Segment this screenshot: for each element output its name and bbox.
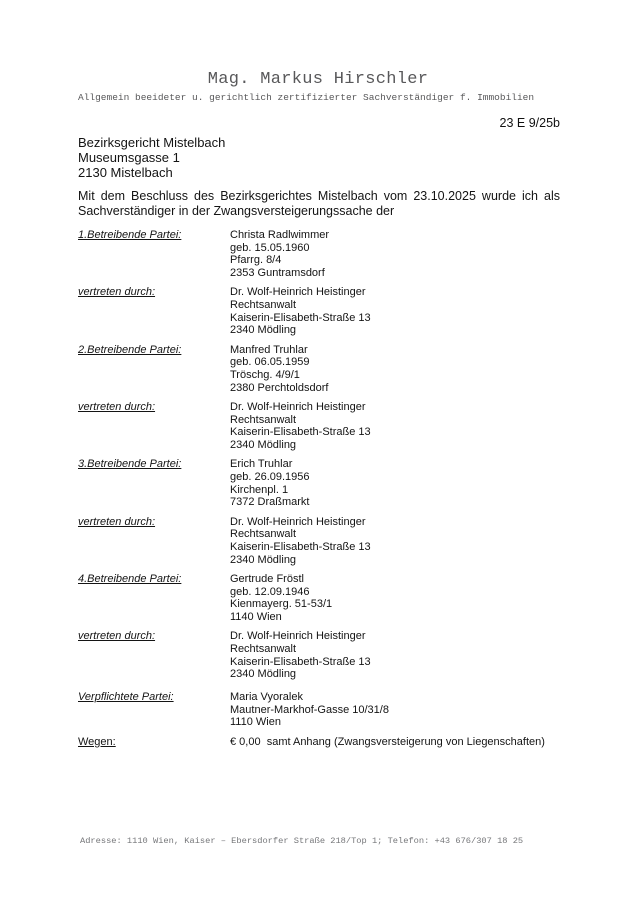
party-line: 1110 Wien — [230, 716, 281, 729]
party-line: 1140 Wien — [230, 610, 282, 623]
party-details — [230, 286, 560, 337]
recipient-line: Museumsgasse 1 — [78, 150, 180, 165]
party-line: Rechtsanwalt — [230, 528, 297, 541]
party-row — [78, 286, 560, 337]
party-label: vertreten durch: — [78, 630, 156, 643]
party-label: Wegen: — [78, 735, 116, 748]
party-line: Gertrude Fröstl — [230, 572, 304, 585]
party-details — [230, 573, 560, 624]
party-line: 2353 Guntramsdorf — [230, 267, 325, 280]
party-row — [78, 630, 560, 681]
letterhead-subtitle: Allgemein beeideter u. gerichtlich zertifizierter Sachverständiger f. Immobilien — [78, 92, 535, 103]
party-label: 3.Betreibende Partei: — [78, 458, 182, 471]
intro-paragraph — [78, 189, 560, 219]
party-line: Dr. Wolf-Heinrich Heistinger — [230, 286, 366, 299]
party-row — [78, 691, 560, 729]
party-line: Tröschg. 4/9/1 — [230, 369, 300, 382]
party-line: Kaiserin-Elisabeth-Straße 13 — [230, 540, 371, 553]
party-line: 2340 Mödling — [230, 668, 297, 681]
party-details — [230, 344, 560, 395]
party-line: Kaiserin-Elisabeth-Straße 13 — [230, 311, 371, 324]
party-row — [78, 401, 560, 452]
party-details — [230, 401, 560, 452]
intro-line: Sachverständiger in der Zwangsversteigerungssache der — [78, 204, 395, 218]
party-label: Verpflichtete Partei: — [78, 691, 174, 703]
party-line: Kirchenpl. 1 — [230, 483, 289, 496]
parties-table — [78, 229, 560, 748]
party-details — [230, 691, 560, 729]
party-line: Manfred Truhlar — [230, 343, 308, 356]
party-line: € 0,00 samt Anhang (Zwangsversteigerung von Liegenschaften) — [230, 735, 545, 748]
party-line: geb. 06.05.1959 — [230, 356, 310, 369]
party-line: Kaiserin-Elisabeth-Straße 13 — [230, 426, 371, 439]
party-line: 2340 Mödling — [230, 324, 297, 337]
recipient-line: 2130 Mistelbach — [78, 165, 173, 180]
party-label: vertreten durch: — [78, 515, 156, 528]
party-label: vertreten durch: — [78, 286, 156, 299]
party-line: Maria Vyoralek — [230, 691, 303, 703]
party-line: Kienmayerg. 51-53/1 — [230, 598, 333, 611]
party-line: 7372 Draßmarkt — [230, 496, 310, 509]
party-details — [230, 458, 560, 509]
party-line: Rechtsanwalt — [230, 413, 297, 426]
party-line: geb. 26.09.1956 — [230, 470, 310, 483]
party-row — [78, 736, 560, 749]
intro-line: Mit dem Beschluss des Bezirksgerichtes Mistelbach vom 23.10.2025 wurde ich als — [78, 189, 560, 203]
party-line: 2340 Mödling — [230, 553, 297, 566]
party-line: Erich Truhlar — [230, 458, 293, 471]
party-line: Christa Radlwimmer — [230, 229, 330, 241]
party-line: 2380 Perchtoldsdorf — [230, 381, 329, 394]
party-row — [78, 344, 560, 395]
party-line: Dr. Wolf-Heinrich Heistinger — [230, 515, 366, 528]
party-details — [230, 229, 560, 280]
recipient-line: Bezirksgericht Mistelbach — [78, 135, 226, 150]
party-details — [230, 516, 560, 567]
party-row — [78, 573, 560, 624]
party-line: Kaiserin-Elisabeth-Straße 13 — [230, 655, 371, 668]
party-details — [230, 630, 560, 681]
party-line: Dr. Wolf-Heinrich Heistinger — [230, 630, 366, 643]
party-label: 1.Betreibende Partei: — [78, 229, 182, 241]
party-label: 4.Betreibende Partei: — [78, 572, 182, 585]
recipient-address — [0, 130, 636, 180]
letterhead-name: Mag. Markus Hirschler — [207, 70, 429, 89]
party-row — [78, 458, 560, 509]
party-label: 2.Betreibende Partei: — [78, 343, 182, 356]
party-row — [78, 516, 560, 567]
party-line: Rechtsanwalt — [230, 642, 297, 655]
party-line: Dr. Wolf-Heinrich Heistinger — [230, 400, 366, 413]
party-line: 2340 Mödling — [230, 439, 297, 452]
case-reference: 23 E 9/25b — [499, 116, 560, 130]
party-line: geb. 12.09.1946 — [230, 585, 310, 598]
party-details — [230, 736, 560, 749]
footer-contact: Adresse: 1110 Wien, Kaiser – Ebersdorfer Straße 218/Top 1; Telefon: +43 676/307 18 25 — [80, 836, 524, 846]
party-line: geb. 15.05.1960 — [230, 241, 310, 254]
party-line: Pfarrg. 8/4 — [230, 254, 282, 267]
party-label: vertreten durch: — [78, 400, 156, 413]
party-row — [78, 229, 560, 280]
party-line: Mautner-Markhof-Gasse 10/31/8 — [230, 703, 389, 716]
party-line: Rechtsanwalt — [230, 299, 297, 312]
